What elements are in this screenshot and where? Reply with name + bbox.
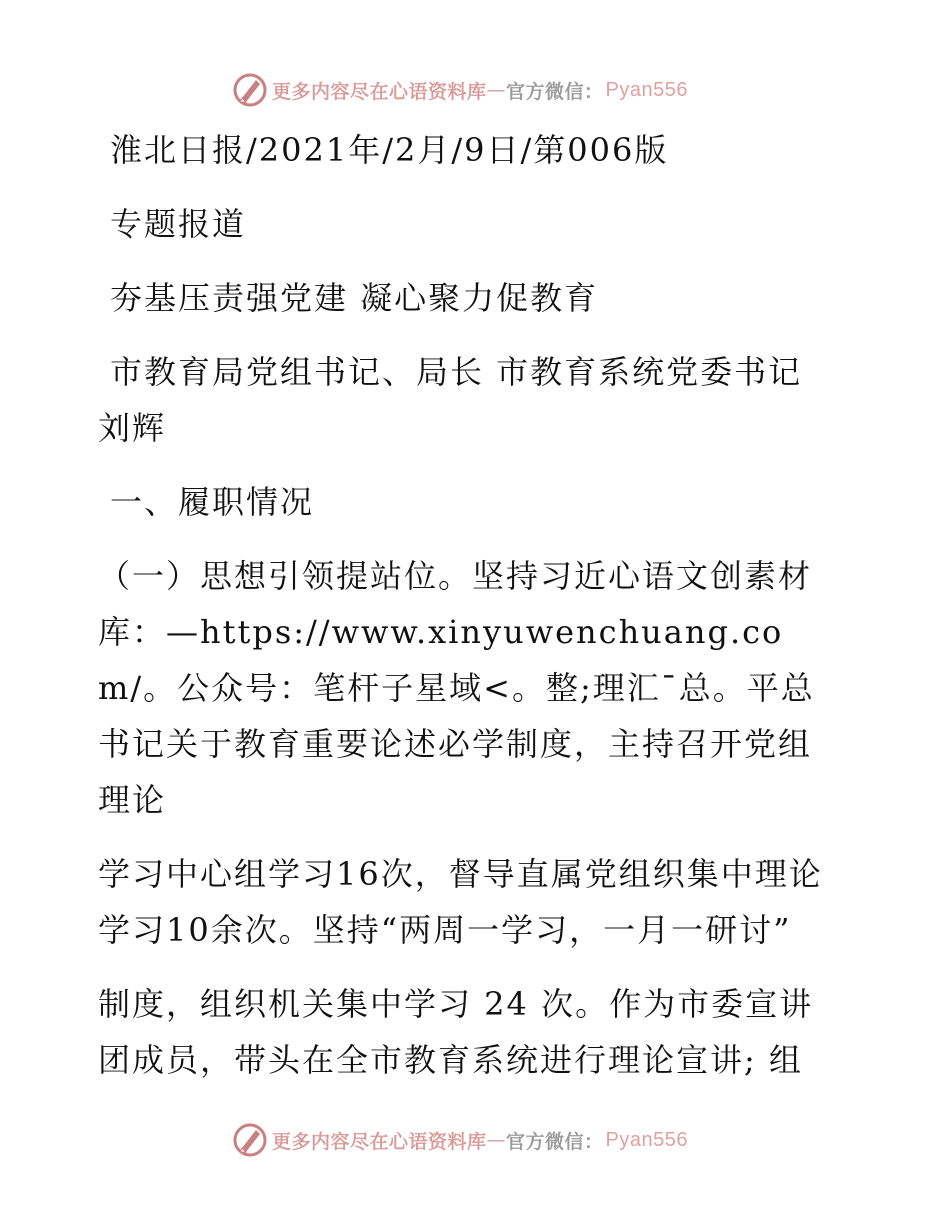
author-line-1: 市教育局党组书记、局长 市教育系统党委书记 bbox=[110, 353, 803, 391]
watermark-wechat-id: Pyan556 bbox=[605, 1128, 688, 1151]
paragraph-3: 制度，组织机关集中学习 24 次。作为市委宣讲团成员，带头在全市教育系统进行理论宣讲; 组 bbox=[98, 985, 814, 1079]
watermark-wechat-id: Pyan556 bbox=[605, 78, 688, 101]
headline: 夯基压责强党建 凝心聚力促教育 bbox=[110, 279, 599, 317]
pen-logo-icon bbox=[232, 72, 268, 108]
paragraph-1: （一）思想引领提站位。坚持习近心语文创素材库：—https://www.xinyuwenchuang.com/。公众号：笔杆子星域<。整;理汇¯总。平总书记关于教育重要论述必学制度，主持召开党组理论 bbox=[98, 557, 815, 819]
paragraph-2: 学习中心组学习16次，督导直属党组织集中理论学习10余次。坚持“两周一学习，一月一研讨” bbox=[98, 855, 823, 949]
watermark-wechat-label: 官方微信： bbox=[506, 1130, 604, 1153]
source-line: 淮北日报/2021年/2月/9日/第006版 bbox=[110, 131, 669, 169]
watermark-footer bbox=[232, 1120, 688, 1160]
document-body bbox=[98, 122, 843, 1106]
column-label: 专题报道 bbox=[110, 205, 247, 243]
pen-logo-icon bbox=[232, 1122, 268, 1158]
watermark-wechat-label: 官方微信： bbox=[506, 80, 604, 103]
author-line-2: 刘辉 bbox=[98, 409, 167, 447]
watermark-library-text: 更多内容尽在心语资料库 bbox=[272, 1130, 487, 1153]
watermark-header bbox=[232, 70, 688, 110]
watermark-library-text: 更多内容尽在心语资料库 bbox=[272, 80, 487, 103]
section-heading-1: 一、履职情况 bbox=[110, 483, 315, 521]
watermark-dash: — bbox=[486, 1129, 507, 1151]
watermark-dash: — bbox=[486, 79, 507, 101]
